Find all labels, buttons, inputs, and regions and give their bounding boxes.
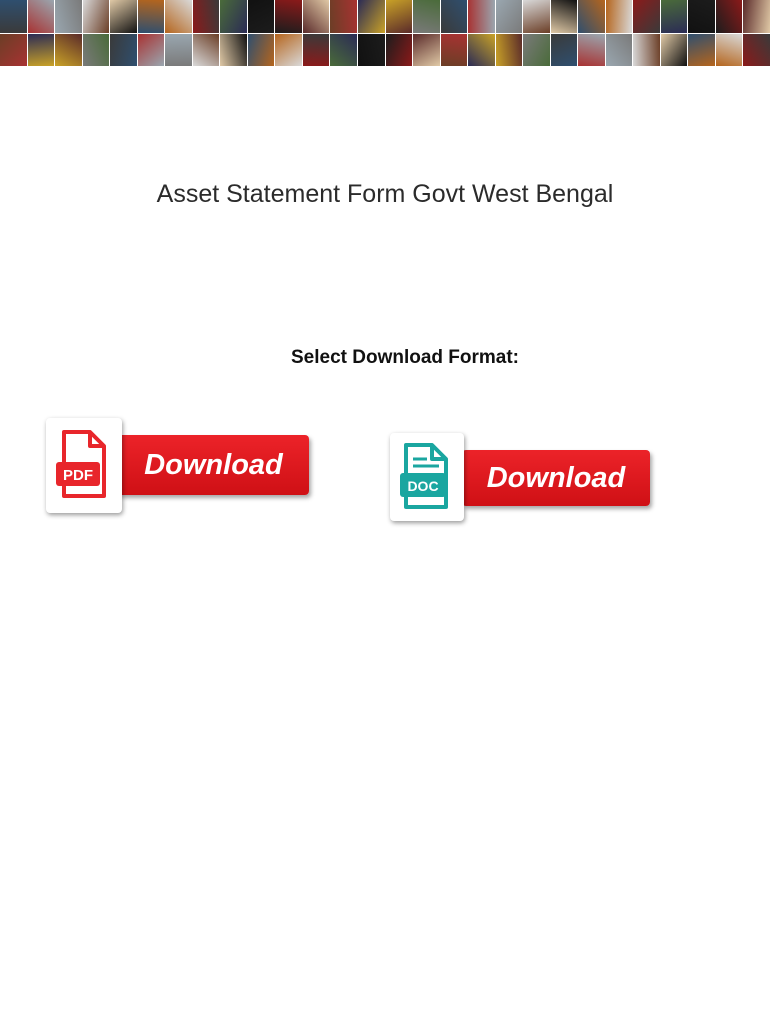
album-cover-tile <box>248 0 275 33</box>
album-cover-tile <box>688 0 715 33</box>
album-cover-tile <box>551 0 578 33</box>
album-cover-tile <box>303 0 330 33</box>
album-cover-tile <box>386 34 413 67</box>
album-cover-tile <box>110 34 137 67</box>
album-cover-tile <box>716 0 743 33</box>
album-cover-tile <box>248 34 275 67</box>
album-cover-tile <box>28 0 55 33</box>
album-cover-tile <box>220 34 247 67</box>
album-cover-tile <box>633 34 660 67</box>
album-cover-tile <box>386 0 413 33</box>
pdf-download-button[interactable] <box>46 418 312 516</box>
doc-download-button[interactable] <box>390 433 652 525</box>
album-cover-tile <box>496 0 523 33</box>
album-cover-tile <box>523 34 550 67</box>
album-cover-tile <box>496 34 523 67</box>
album-cover-tile <box>578 34 605 67</box>
album-cover-tile <box>138 0 165 33</box>
album-cover-tile <box>275 0 302 33</box>
album-cover-tile <box>578 0 605 33</box>
album-cover-tile <box>743 34 770 67</box>
album-cover-tile <box>661 0 688 33</box>
page-title: Asset Statement Form Govt West Bengal <box>156 180 614 208</box>
album-cover-tile <box>303 34 330 67</box>
album-cover-banner <box>0 0 770 66</box>
album-cover-tile <box>743 0 770 33</box>
doc-badge-text: DOC <box>407 478 439 494</box>
album-cover-tile <box>661 34 688 67</box>
album-cover-tile <box>275 34 302 67</box>
album-cover-tile <box>193 34 220 67</box>
album-cover-tile <box>0 34 27 67</box>
album-cover-tile <box>468 34 495 67</box>
album-cover-tile <box>0 0 27 33</box>
doc-file-icon <box>390 433 464 521</box>
album-cover-tile <box>523 0 550 33</box>
album-cover-tile <box>688 34 715 67</box>
doc-download-label: Download <box>462 450 650 506</box>
album-cover-tile <box>551 34 578 67</box>
album-cover-tile <box>413 34 440 67</box>
album-cover-tile <box>441 0 468 33</box>
album-cover-tile <box>28 34 55 67</box>
pdf-badge-text: PDF <box>63 467 93 484</box>
album-cover-tile <box>606 0 633 33</box>
album-cover-tile <box>193 0 220 33</box>
album-cover-tile <box>633 0 660 33</box>
download-format-heading: Select Download Format: <box>290 347 520 368</box>
album-cover-tile <box>606 34 633 67</box>
album-cover-tile <box>468 0 495 33</box>
album-cover-tile <box>83 0 110 33</box>
album-cover-tile <box>83 34 110 67</box>
album-cover-tile <box>716 34 743 67</box>
album-cover-tile <box>165 34 192 67</box>
album-cover-tile <box>138 34 165 67</box>
album-cover-tile <box>413 0 440 33</box>
album-cover-tile <box>330 34 357 67</box>
album-cover-tile <box>55 0 82 33</box>
pdf-download-label: Download <box>118 435 309 495</box>
album-cover-tile <box>110 0 137 33</box>
album-cover-tile <box>165 0 192 33</box>
album-cover-tile <box>358 0 385 33</box>
album-cover-tile <box>220 0 247 33</box>
album-cover-tile <box>55 34 82 67</box>
album-cover-tile <box>358 34 385 67</box>
pdf-file-icon <box>46 418 122 513</box>
album-cover-tile <box>330 0 357 33</box>
album-cover-tile <box>441 34 468 67</box>
